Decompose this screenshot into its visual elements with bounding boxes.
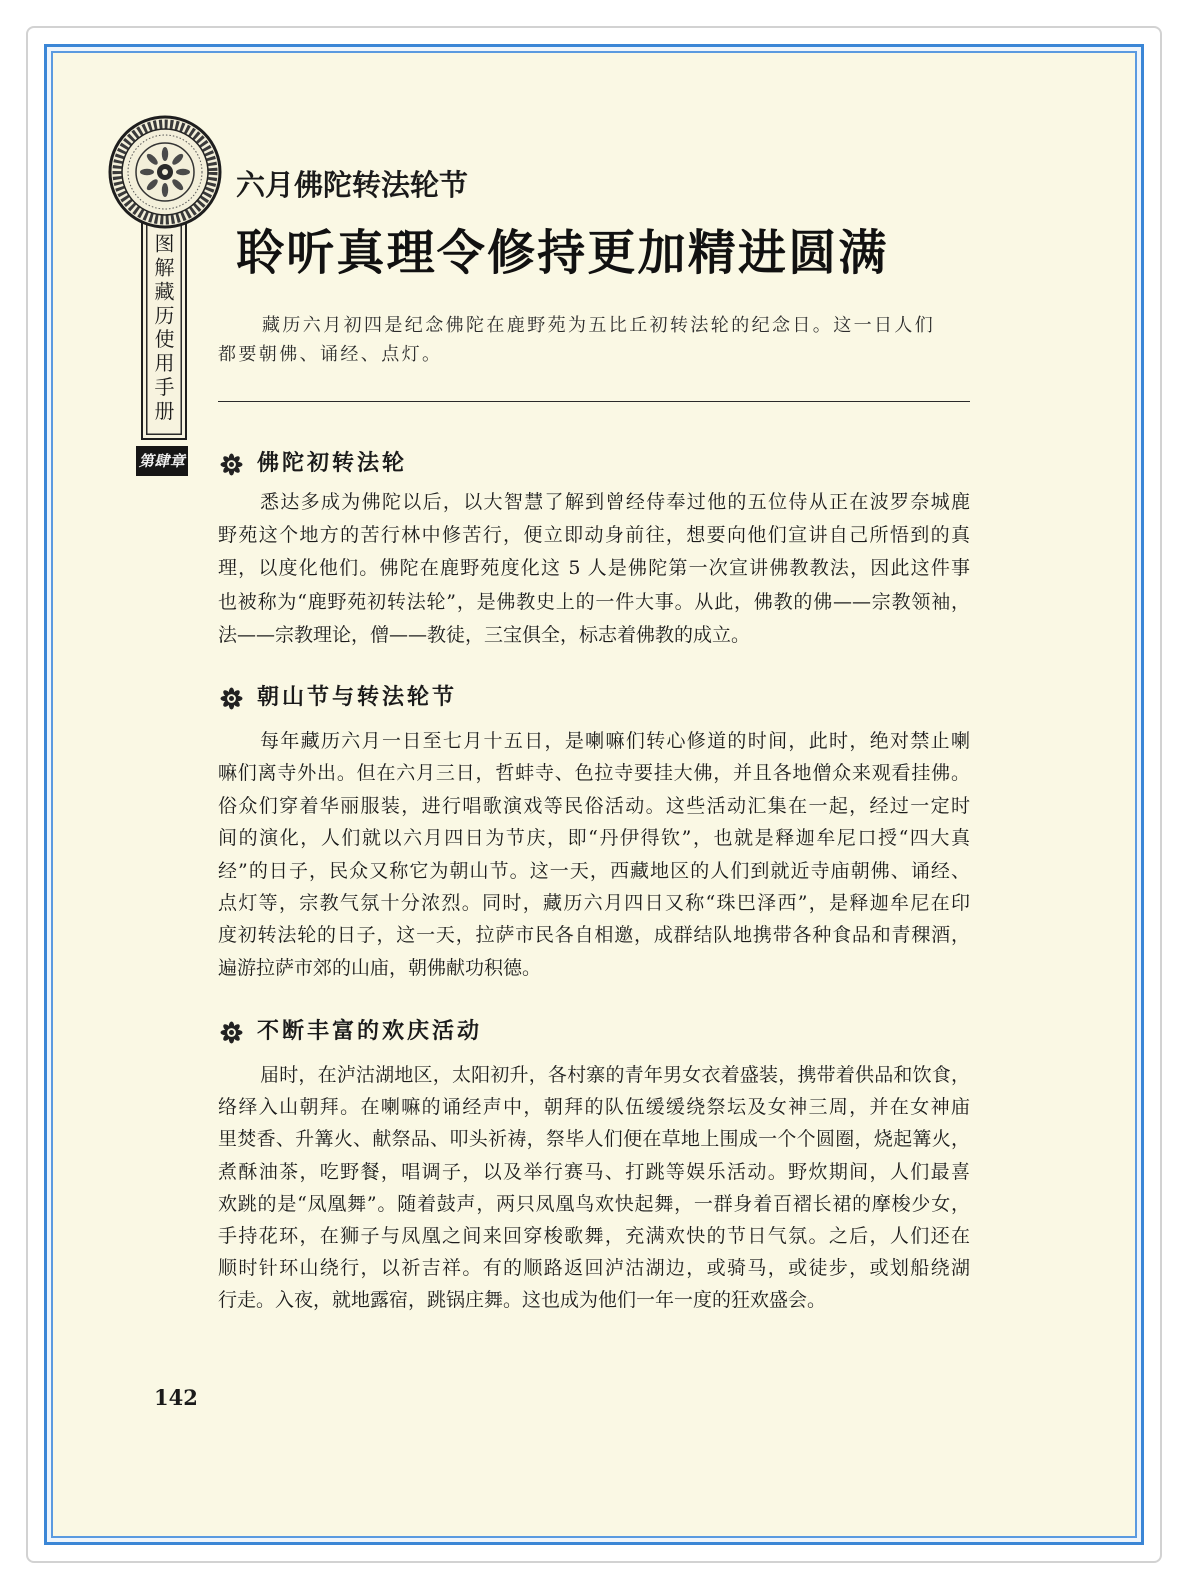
section-paragraph — [218, 1059, 970, 1317]
section-heading-text: 佛陀初转法轮 — [257, 451, 408, 476]
text-line: 里焚香、升篝火、献祭品、叩头祈祷，祭毕人们便在草地上围成一个个圆圈，烧起篝火， — [218, 1128, 970, 1151]
section-heading — [220, 684, 457, 712]
dharma-flower-icon — [220, 1021, 243, 1044]
intro-line: 都要朝佛、诵经、点灯。 — [218, 344, 443, 365]
divider — [218, 401, 970, 402]
text-line: 行走。入夜，就地露宿，跳锅庄舞。这也成为他们一年一度的狂欢盛会。 — [218, 1289, 827, 1312]
section-heading — [220, 450, 407, 478]
intro-paragraph — [218, 311, 955, 369]
text-line: 络绎入山朝拜。在喇嘛的诵经声中，朝拜的队伍缓缓绕祭坛及女神三周，并在女神庙 — [218, 1096, 970, 1119]
text-line: 俗众们穿着华丽服装，进行唱歌演戏等民俗活动。这些活动汇集在一起，经过一定时 — [218, 794, 970, 817]
text-line: 煮酥油茶，吃野餐，唱调子，以及举行赛马、打跳等娱乐活动。野炊期间，人们最喜 — [218, 1160, 970, 1183]
section-paragraph — [218, 725, 970, 984]
text-line: 顺时针环山绕行，以祈吉祥。有的顺路返回泸沽湖边，或骑马，或徒步，或划船绕湖 — [218, 1257, 970, 1280]
text-line: 度初转法轮的日子，这一天，拉萨市民各自相邀，成群结队地携带各种食品和青稞酒， — [218, 924, 970, 947]
text-line: 遍游拉萨市郊的山庙，朝佛献功积德。 — [218, 956, 542, 979]
text-line: 届时，在泸沽湖地区，太阳初升，各村寨的青年男女衣着盛装，携带着供品和饮食， — [260, 1064, 970, 1086]
page-number: 142 — [154, 1385, 198, 1410]
section-heading — [220, 1018, 482, 1046]
circular-seal-icon — [105, 112, 225, 232]
text-line: 法——宗教理论，僧——教徒，三宝俱全，标志着佛教的成立。 — [218, 623, 751, 646]
section-paragraph — [218, 486, 970, 652]
text-line: 手持花环，在狮子与凤凰之间来回穿梭歌舞，充满欢快的节日气氛。之后，人们还在 — [218, 1224, 970, 1247]
dharma-flower-icon — [220, 453, 243, 476]
section-heading-text: 朝山节与转法轮节 — [257, 685, 458, 710]
text-line: 也被称为“鹿野苑初转法轮”，是佛教史上的一件大事。从此，佛教的佛——宗教领袖， — [218, 590, 970, 613]
text-line: 间的演化，人们就以六月四日为节庆，即“丹伊得钦”，也就是释迦牟尼口授“四大真 — [218, 827, 970, 850]
section-heading-text: 不断丰富的欢庆活动 — [257, 1019, 483, 1044]
dharma-flower-icon — [220, 687, 243, 710]
text-line: 每年藏历六月一日至七月十五日，是喇嘛们转心修道的时间，此时，绝对禁止喇 — [260, 730, 970, 752]
text-line: 悉达多成为佛陀以后，以大智慧了解到曾经侍奉过他的五位侍从正在波罗奈城鹿 — [260, 491, 970, 513]
intro-line: 藏历六月初四是纪念佛陀在鹿野苑为五比丘初转法轮的纪念日。这一日人们 — [262, 315, 936, 336]
text-line: 点灯等，宗教气氛十分浓烈。同时，藏历六月四日又称“珠巴泽西”，是释迦牟尼在印 — [218, 891, 970, 914]
text-line: 理，以度化他们。佛陀在鹿野苑度化这 5 人是佛陀第一次宣讲佛教教法，因此这件事 — [218, 557, 970, 580]
text-line: 经”的日子，民众又称它为朝山节。这一天，西藏地区的人们到就近寺庙朝佛、诵经、 — [218, 859, 970, 882]
book-title-vertical: 图解藏历使用手册 — [151, 233, 175, 425]
page-subtitle: 六月佛陀转法轮节 — [236, 168, 469, 202]
text-line: 野苑这个地方的苦行林中修苦行，便立即动身前往，想要向他们宣讲自己所悟到的真 — [218, 524, 970, 547]
text-line: 嘛们离寺外出。但在六月三日，哲蚌寺、色拉寺要挂大佛，并且各地僧众来观看挂佛。 — [218, 762, 970, 785]
chapter-label: 第肆章 — [136, 446, 188, 476]
page-title: 聆听真理令修持更加精进圆满 — [236, 225, 889, 281]
text-line: 欢跳的是“凤凰舞”。随着鼓声，两只凤凰鸟欢快起舞，一群身着百褶长裙的摩梭少女， — [218, 1192, 970, 1215]
